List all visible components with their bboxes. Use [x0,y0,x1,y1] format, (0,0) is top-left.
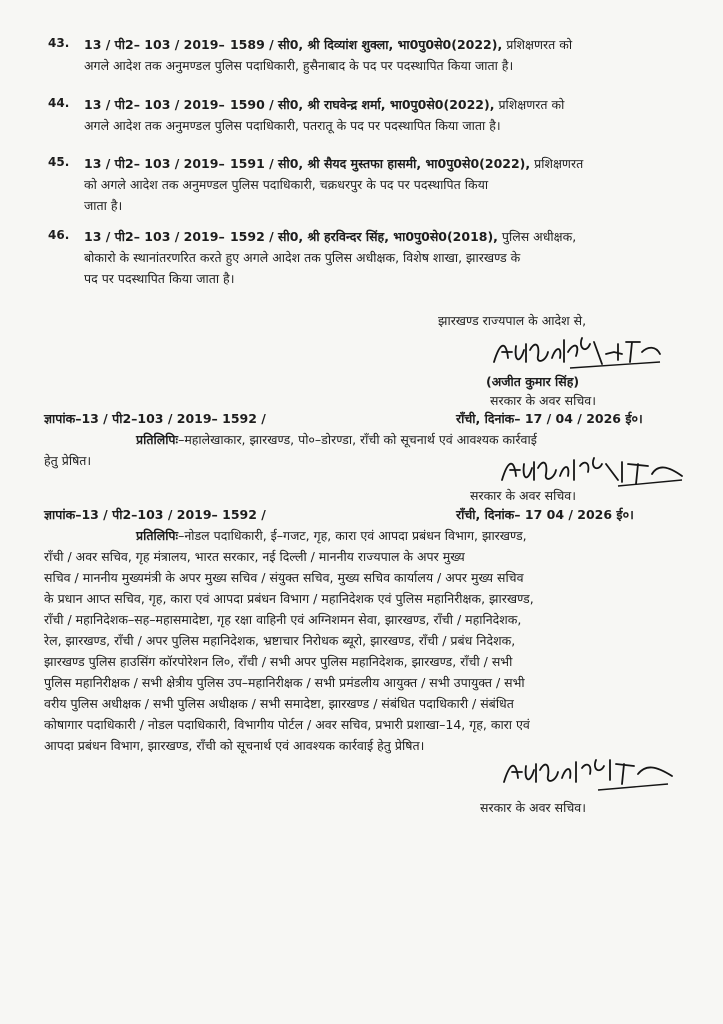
memo-reference: ज्ञापांक–13 / पी2–103 / 2019– 1592 / [44,507,266,522]
copy-to-line: कोषागार पदाधिकारी / नोडल पदाधिकारी, विभागीय पोर्टल / अवर सचिव, प्रभारी प्रशाखा–14, गृह, कारा एवं [44,717,530,732]
item-body-line: पद पर पदस्थापित किया जाता है। [84,271,235,286]
memo-reference-line [44,409,674,429]
copy-to-label: प्रतिलिपिः [136,432,179,447]
copy-to-line: राँची / अवर सचिव, गृह मंत्रालय, भारत सरकार, नई दिल्ली / माननीय राज्यपाल के अपर मुख्य [44,549,465,564]
item-heading [84,153,678,174]
signature-icon [500,752,680,798]
copy-to-line: वरीय पुलिस अधीक्षक / सभी पुलिस अधीक्षक / सभी समादेष्टा, झारखण्ड / संबंधित पदाधिकारी / संबंधित [44,696,514,711]
copy-to-line: रेल, झारखण्ड, राँची / अपर पुलिस महानिदेशक, भ्रष्टाचार निरोधक ब्यूरो, झारखण्ड, राँची / प्रबंध निदेशक, [44,633,516,648]
copy-to-line: राँची / महानिदेशक–सह–महासमादेष्टा, गृह रक्षा वाहिनी एवं अग्निशमन सेवा, झारखण्ड, राँची / महानिदेशक, [44,612,522,627]
item-subject: 1589 / सी0, श्री दिव्यांश शुक्ला, भा0पु0से0(2022), [229,37,503,52]
item-body [84,115,678,136]
memo-reference-line [44,505,674,525]
handwritten-signature [500,752,680,798]
item-number: 45. [48,155,70,169]
copy-to-first-line [44,429,674,450]
item-body [84,247,678,289]
item-number: 46. [48,228,70,242]
memo-date: राँची, दिनांक– 17 04 / 2026 ई०। [456,507,634,522]
item-body-line: अगले आदेश तक अनुमण्डल पुलिस पदाधिकारी, पतरातू के पद पर पदस्थापित किया जाता है। [84,118,501,133]
copy-to-recipients: –नोडल पदाधिकारी, ई–गजट, गृह, कारा एवं आपदा प्रबंधन विभाग, झारखण्ड, [178,528,527,543]
item-heading-tail: पुलिस अधीक्षक, [501,229,577,244]
item-heading [84,94,678,115]
memo-date: राँची, दिनांक– 17 / 04 / 2026 ई०। [456,411,643,426]
signatory-designation: सरकार के अवर सचिव। [470,488,576,503]
copy-to-line: हेतु प्रेषित। [44,453,92,468]
copy-to-label: प्रतिलिपिः [136,528,179,543]
copy-to-line: पुलिस महानिरीक्षक / सभी क्षेत्रीय पुलिस उप–महानिरीक्षक / सभी प्रमंडलीय आयुक्त / सभी उपायुक्त / सभी [44,675,525,690]
item-heading-tail: प्रशिक्षणरत [534,156,584,171]
item-body-line: को अगले आदेश तक अनुमण्डल पुलिस पदाधिकारी, चक्रधरपुर के पद पर पदस्थापित किया [84,177,489,192]
item-body-line: अगले आदेश तक अनुमण्डल पुलिस पदाधिकारी, हुसैनाबाद के पद पर पदस्थापित किया जाता है। [84,58,514,73]
signatory-designation: सरकार के अवर सचिव। [490,393,596,408]
item-body-line: बोकारो के स्थानांतरणरित करते हुए अगले आदेश तक पुलिस अधीक्षक, विशेष शाखा, झारखण्ड के [84,250,521,265]
item-body [84,174,678,216]
signature-icon [490,332,670,376]
order-authority-line: झारखण्ड राज्यपाल के आदेश से, [438,313,587,328]
copy-to-line: झारखण्ड पुलिस हाउसिंग कॉरपोरेशन लि०, राँची / सभी अपर पुलिस महानिदेशक, झारखण्ड, राँची / सभी [44,654,513,669]
copy-to-block [44,525,674,756]
copy-to-recipients: –महालेखाकार, झारखण्ड, पो०–डोरण्डा, राँची को सूचनार्थ एवं आवश्यक कार्रवाई [178,432,537,447]
handwritten-signature [490,332,670,376]
item-reference: 13 / पी2– 103 / 2019– [84,97,225,112]
item-subject: 1590 / सी0, श्री राघवेन्द्र शर्मा, भा0पु0से0(2022), [229,97,495,112]
item-heading-tail: प्रशिक्षणरत को [506,37,573,52]
item-reference: 13 / पी2– 103 / 2019– [84,229,225,244]
item-heading [84,34,678,55]
copy-to-first-line [44,525,674,546]
item-subject: 1592 / सी0, श्री हरविन्दर सिंह, भा0पु0से0(2018), [229,229,498,244]
memo-reference: ज्ञापांक–13 / पी2–103 / 2019– 1592 / [44,411,266,426]
item-body-line: जाता है। [84,198,123,213]
item-reference: 13 / पी2– 103 / 2019– [84,37,225,52]
item-number: 43. [48,36,70,50]
signatory-designation: सरकार के अवर सचिव। [480,800,586,815]
copy-to-line: सचिव / माननीय मुख्यमंत्री के अपर मुख्य सचिव / संयुक्त सचिव, मुख्य सचिव कार्यालय / अपर मुख्य सचिव [44,570,524,585]
copy-to-line: के प्रधान आप्त सचिव, गृह, कारा एवं आपदा प्रबंधन विभाग / महानिदेशक एवं पुलिस महानिरीक्षक, झारखण्ड, [44,591,534,606]
item-number: 44. [48,96,70,110]
copy-to-line: आपदा प्रबंधन विभाग, झारखण्ड, राँची को सूचनार्थ एवं आवश्यक कार्रवाई हेतु प्रेषित। [44,738,425,753]
item-reference: 13 / पी2– 103 / 2019– [84,156,225,171]
item-body [84,55,678,76]
item-subject: 1591 / सी0, श्री सैयद मुस्तफा हासमी, भा0पु0से0(2022), [229,156,531,171]
item-heading-tail: प्रशिक्षणरत को [498,97,565,112]
item-heading [84,226,678,247]
signatory-name: (अजीत कुमार सिंह) [486,374,580,389]
